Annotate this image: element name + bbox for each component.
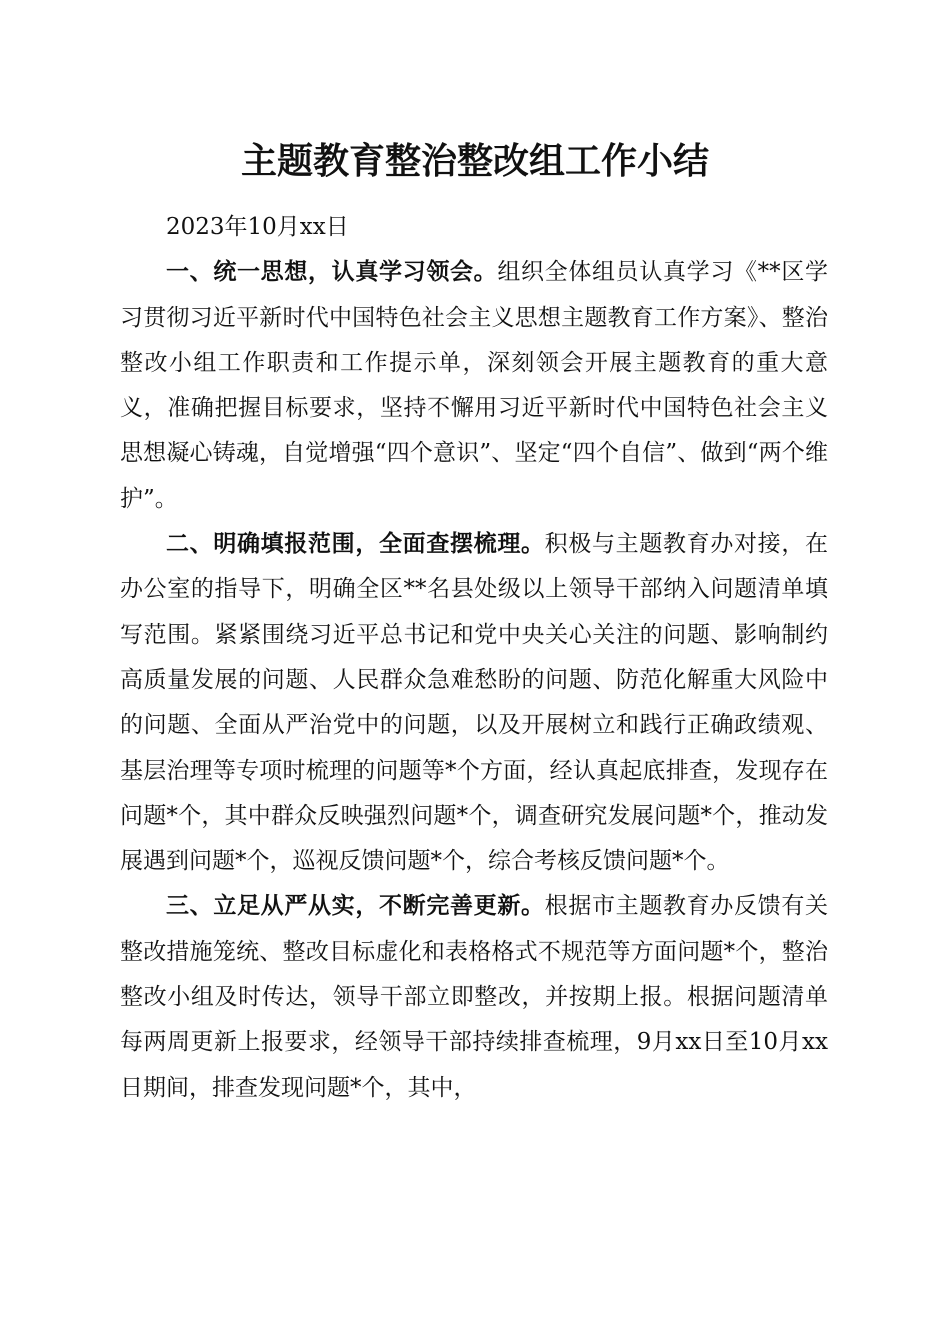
document-date: 2023年10月xx日 [166,214,349,240]
section-paragraph-1 [120,250,828,522]
document-body [120,200,828,1111]
section-heading-1: 一、统一思想，认真学习领会。 [166,259,498,286]
section-text-3: 根据市主题教育办反馈有关整改措施笼统、整改目标虚化和表格格式不规范等方面问题*个，整治整改小组及时传达，领导干部立即整改，并按期上报。根据问题清单每两周更新上报要求，经领导干部持续排查梳理，9月xx日至10月xx日期间，排查发现问题*个，其中， [120,893,829,1101]
section-paragraph-2 [120,522,828,884]
document-title: 主题教育整治整改组工作小结 [240,140,709,182]
section-heading-3: 三、立足从严从实，不断完善更新。 [166,893,545,920]
section-heading-2: 二、明确填报范围，全面查摆梳理。 [166,531,545,558]
section-paragraph-3 [120,884,828,1110]
section-text-2: 积极与主题教育办对接，在办公室的指导下，明确全区**名县处级以上领导干部纳入问题清单填写范围。紧紧围绕习近平总书记和党中央关心关注的问题、影响制约高质量发展的问题、人民群众急难愁盼的问题、防范化解重大风险中的问题、全面从严治党中的问题，以及开展树立和践行正确政绩观、基层治理等专项时梳理的问题等*个方面，经认真起底排查，发现存在问题*个，其中群众反映强烈问题*个，调查研究发展问题*个，推动发展遇到问题*个，巡视反馈问题*个，综合考核反馈问题*个。 [120,531,829,875]
section-text-1: 组织全体组员认真学习《**区学习贯彻习近平新时代中国特色社会主义思想主题教育工作方案》、整治整改小组工作职责和工作提示单，深刻领会开展主题教育的重大意义，准确把握目标要求，坚持不懈用习近平新时代中国特色社会主义思想凝心铸魂，自觉增强“四个意识”、坚定“四个自信”、做到“两个维护”。 [120,259,829,512]
